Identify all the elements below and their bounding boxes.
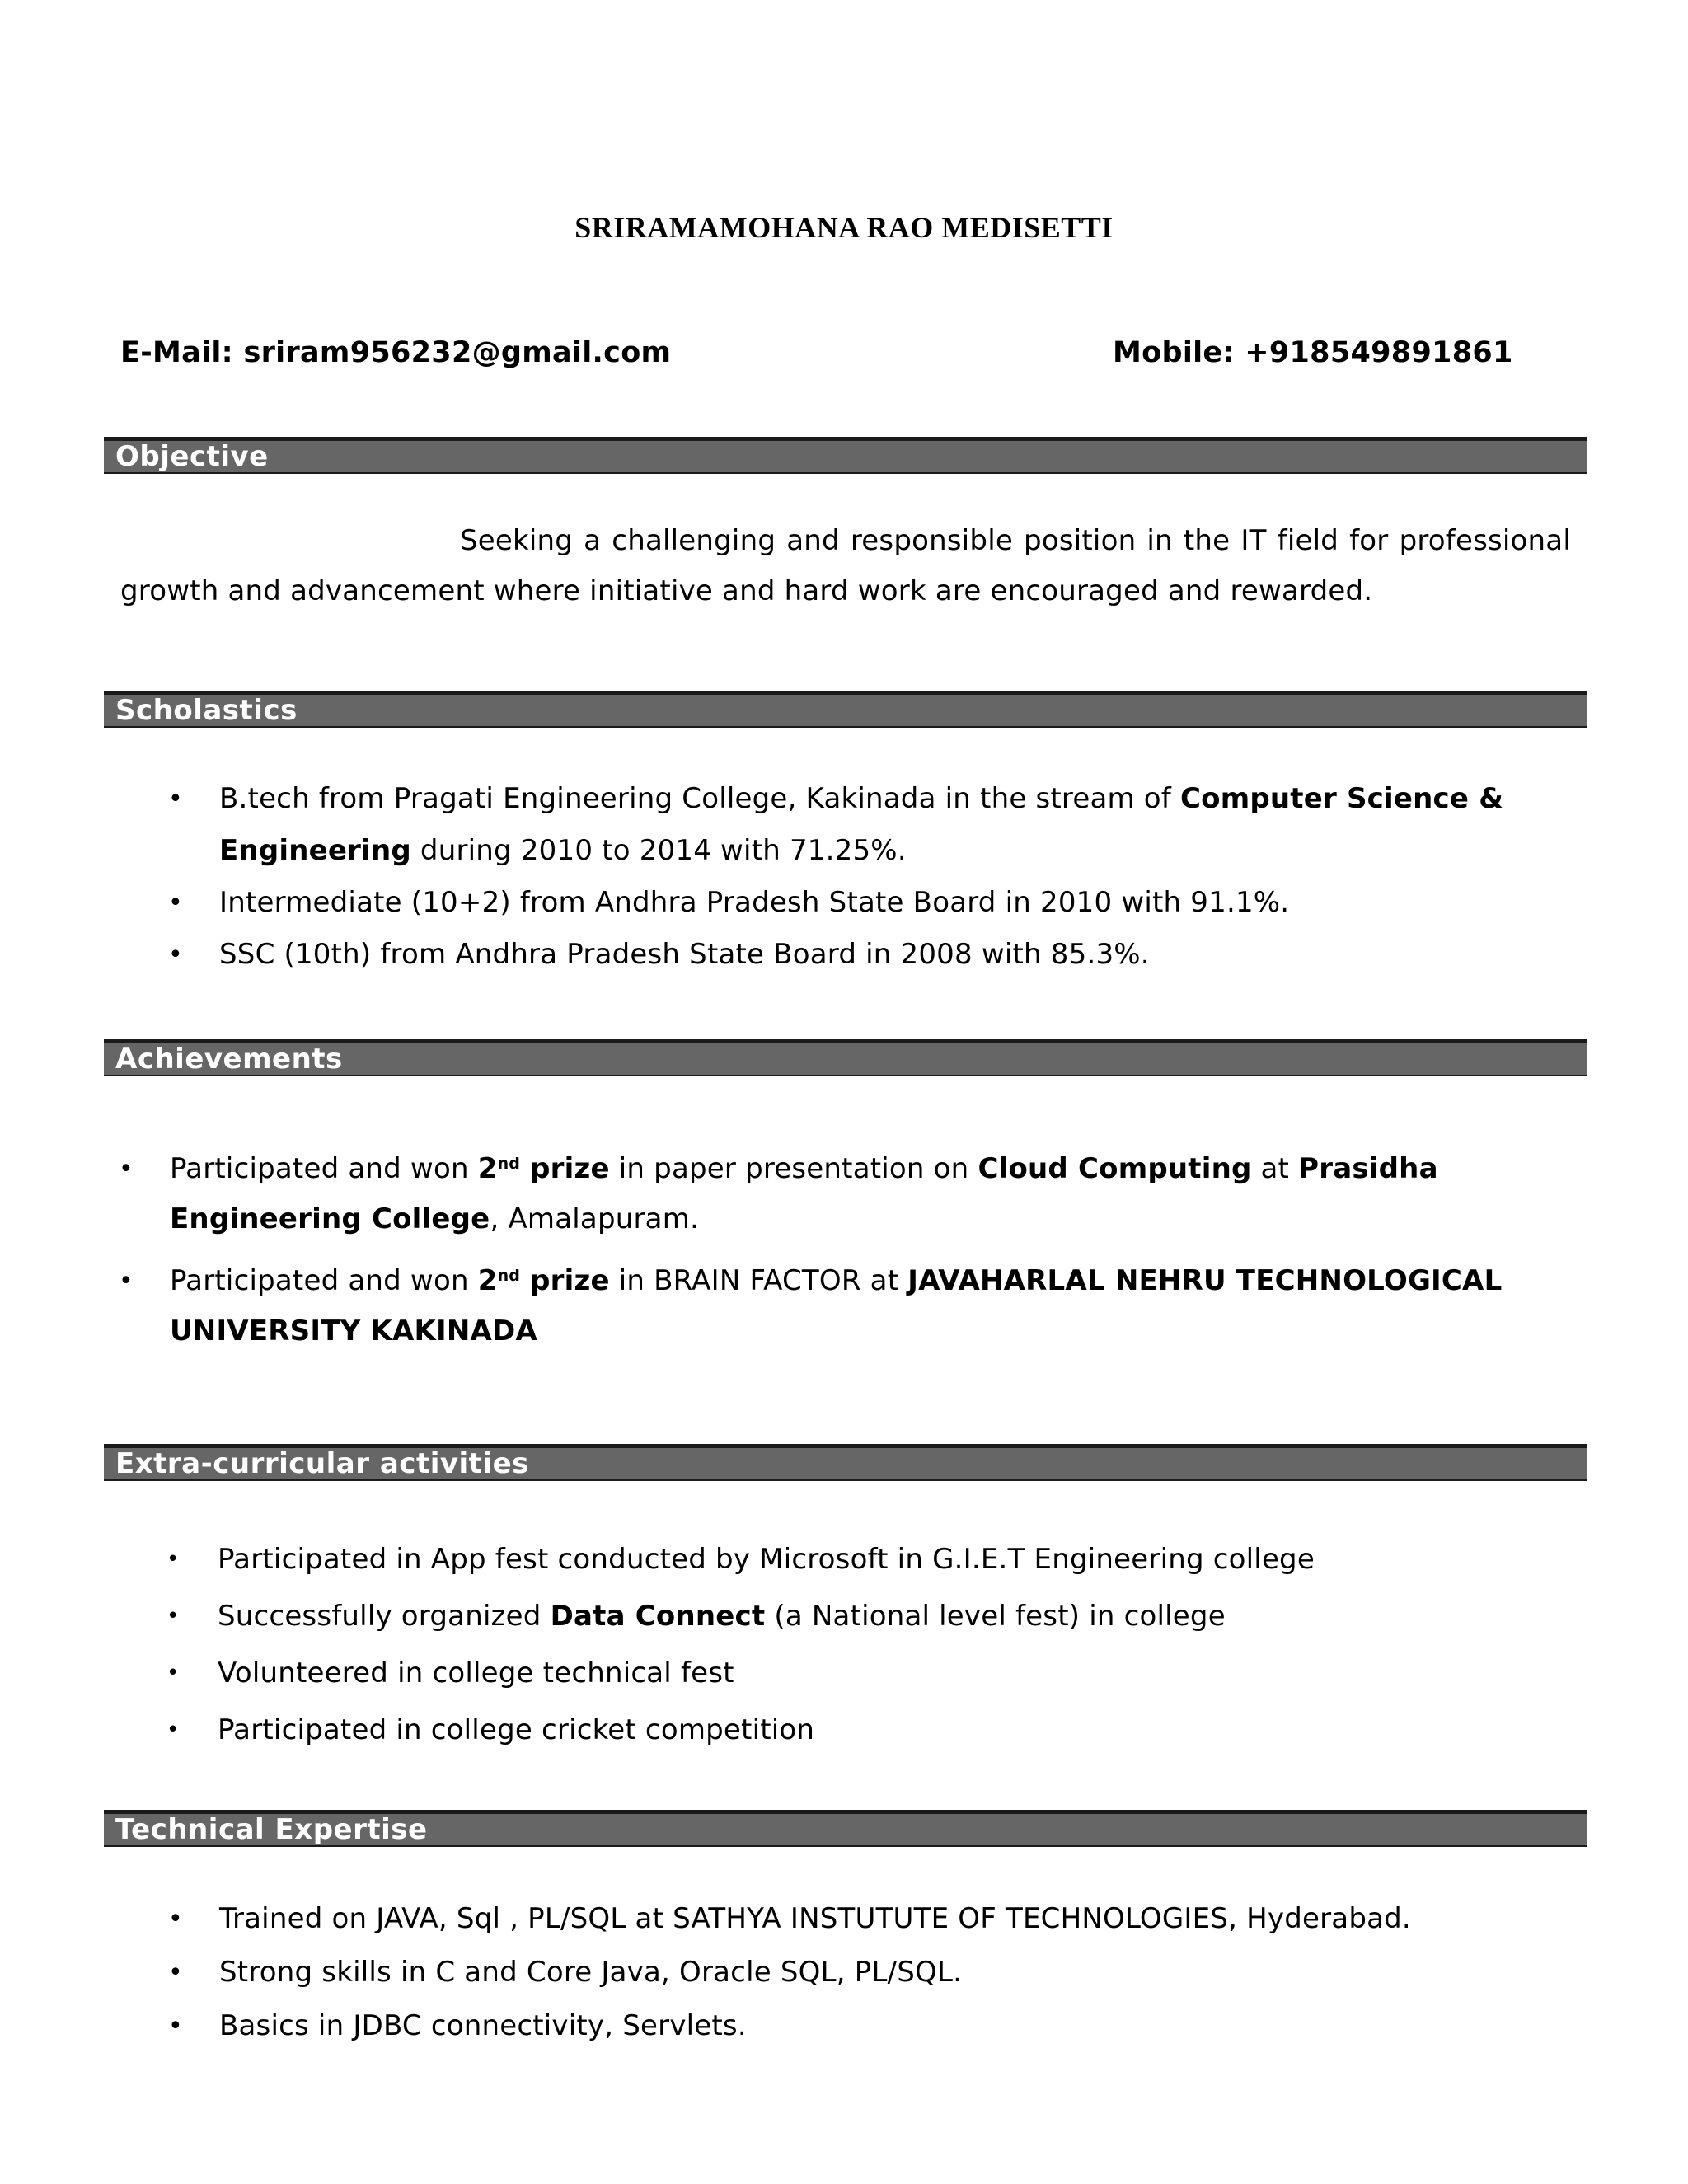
- bullet-icon: •: [168, 785, 183, 813]
- achievements-list: [119, 1144, 1505, 1357]
- list-item: • Participated in App fest conducted by Microsoft in G.I.E.T Engineering college: [218, 1531, 1553, 1588]
- bullet-icon: •: [166, 1661, 180, 1685]
- section-heading-extracurricular: Extra-curricular activities: [104, 1444, 1587, 1481]
- list-item: • SSC (10th) from Andhra Pradesh State Board in 2008 with 85.3%.: [219, 929, 1538, 981]
- bullet-icon: •: [168, 1958, 183, 1987]
- bullet-icon: •: [119, 1155, 134, 1183]
- list-item: • Successfully organized Data Connect (a National level fest) in college: [218, 1588, 1553, 1645]
- objective-text: Seeking a challenging and responsible position in the IT field for professional growth and advancement where initiative and hard work are encouraged and rewarded.: [120, 524, 1571, 607]
- list-item: • B.tech from Pragati Engineering College, Kakinada in the stream of Computer Science & Engineering during 2010 to 2014 with 71.25%.: [219, 773, 1538, 877]
- section-heading-technical: Technical Expertise: [104, 1810, 1587, 1847]
- technical-list: [168, 1892, 1554, 2053]
- list-item: • Trained on JAVA, Sql , PL/SQL at SATHYA INSTUTUTE OF TECHNOLOGIES, Hyderabad.: [219, 1892, 1554, 1946]
- bullet-icon: •: [168, 1905, 183, 1933]
- email-line: E-Mail: sriram956232@gmail.com: [120, 336, 672, 369]
- bullet-icon: •: [119, 1267, 134, 1296]
- list-item: • Participated in college cricket competition: [218, 1702, 1553, 1759]
- candidate-name: SRIRAMAMOHANA RAO MEDISETTI: [574, 211, 1114, 244]
- list-item: • Volunteered in college technical fest: [218, 1645, 1553, 1702]
- bullet-icon: •: [166, 1604, 180, 1629]
- extracurricular-list: [166, 1531, 1553, 1759]
- section-heading-scholastics: Scholastics: [104, 691, 1587, 728]
- bullet-icon: •: [168, 940, 183, 969]
- list-item: • Strong skills in C and Core Java, Oracle SQL, PL/SQL.: [219, 1946, 1554, 1999]
- list-item: • Participated and won 2nd prize in paper presentation on Cloud Computing at Prasidha Engineering College, Amalapuram.: [170, 1144, 1505, 1244]
- list-item: • Intermediate (10+2) from Andhra Pradesh State Board in 2010 with 91.1%.: [219, 877, 1538, 929]
- section-heading-objective: Objective: [104, 437, 1587, 474]
- bullet-icon: •: [166, 1547, 180, 1572]
- bullet-icon: •: [166, 1718, 180, 1742]
- section-heading-achievements: Achievements: [104, 1039, 1587, 1076]
- mobile-line: Mobile: +918549891861: [1113, 336, 1513, 369]
- bullet-icon: •: [168, 888, 183, 917]
- scholastics-list: [168, 773, 1538, 981]
- bullet-icon: •: [168, 2012, 183, 2041]
- list-item: • Basics in JDBC connectivity, Servlets.: [219, 1999, 1554, 2053]
- list-item: • Participated and won 2nd prize in BRAIN FACTOR at JAVAHARLAL NEHRU TECHNOLOGICAL UNIVERSITY KAKINADA: [170, 1256, 1505, 1357]
